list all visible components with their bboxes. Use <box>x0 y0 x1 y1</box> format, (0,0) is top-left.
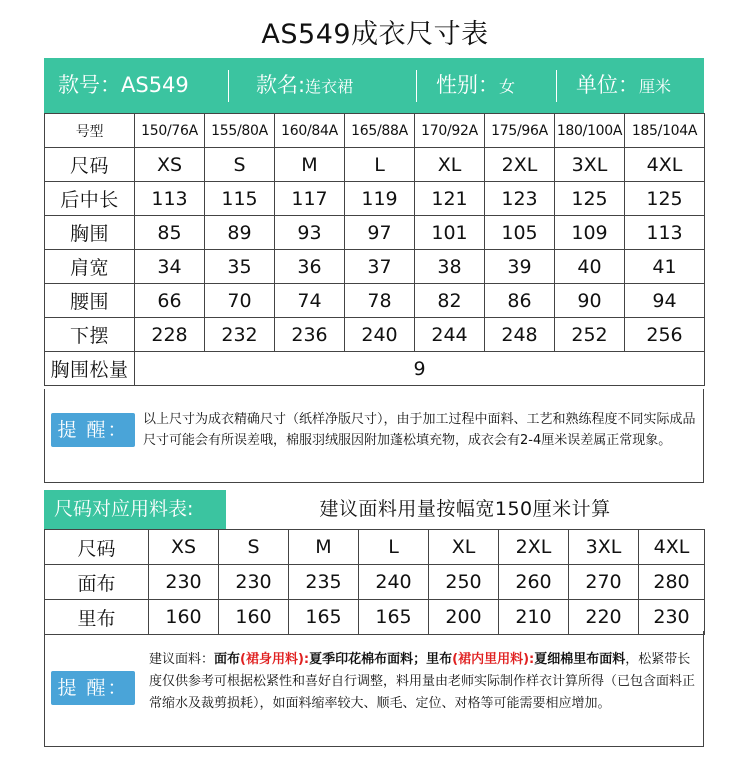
table-cell: 4XL <box>639 530 705 565</box>
row-label: 肩宽 <box>45 250 135 284</box>
header-divider <box>416 70 417 102</box>
table-cell: 165 <box>289 600 359 635</box>
table-cell: 74 <box>275 284 345 318</box>
table-cell: 113 <box>135 182 205 216</box>
table-cell: 125 <box>625 182 705 216</box>
table-cell: 252 <box>555 318 625 352</box>
table-cell: 66 <box>135 284 205 318</box>
table-cell: M <box>275 148 345 182</box>
page-title: AS549成衣尺寸表 <box>261 19 489 50</box>
tip2-part: 建议面料： <box>149 652 215 667</box>
table-cell: 78 <box>345 284 415 318</box>
row-label: 号型 <box>45 114 135 148</box>
table-cell: 210 <box>499 600 569 635</box>
tip-text-1: 以上尺寸为成衣精确尺寸（纸样净版尺寸），由于加工过程中面料、工艺和熟练程度不同实际成品尺寸可能会有所误差哦，棉服羽绒服因附加蓬松填充物，成衣会有2-4厘米误差属正常现象。 <box>143 412 696 448</box>
fabric-section-title: 尺码对应用料表: <box>44 490 226 529</box>
style-no <box>58 58 189 113</box>
table-cell: 228 <box>135 318 205 352</box>
table-cell: 240 <box>345 318 415 352</box>
table-cell: 38 <box>415 250 485 284</box>
table-cell: 280 <box>639 565 705 600</box>
table-cell: XS <box>149 530 219 565</box>
gender-value: 女 <box>499 77 516 96</box>
tip2-part: 夏细棉里布面料 <box>534 652 626 667</box>
tip-box-1 <box>44 389 704 483</box>
table-cell: 121 <box>415 182 485 216</box>
table-cell: M <box>289 530 359 565</box>
table-cell: 40 <box>555 250 625 284</box>
row-label: 后中长 <box>45 182 135 216</box>
table-cell: 248 <box>485 318 555 352</box>
row-label: 面布 <box>45 565 149 600</box>
table-cell: 165 <box>359 600 429 635</box>
table-cell: 41 <box>625 250 705 284</box>
tip-label-1: 提 醒： <box>51 413 135 447</box>
style-no-label: 款号： <box>58 73 121 97</box>
row-label: 里布 <box>45 600 149 635</box>
table-cell: 160/84A <box>275 114 345 148</box>
size-row <box>45 182 705 216</box>
ease-label: 胸围松量 <box>45 352 135 386</box>
table-cell: 232 <box>205 318 275 352</box>
table-cell: 82 <box>415 284 485 318</box>
table-cell: 3XL <box>555 148 625 182</box>
table-cell: S <box>219 530 289 565</box>
size-row <box>45 250 705 284</box>
table-cell: 2XL <box>485 148 555 182</box>
table-cell: 270 <box>569 565 639 600</box>
style-name-label: 款名: <box>256 73 306 97</box>
style-no-value: AS549 <box>121 73 189 97</box>
table-cell: 101 <box>415 216 485 250</box>
unit-label: 单位： <box>576 73 639 97</box>
table-cell: 170/92A <box>415 114 485 148</box>
tip2-part: 面布 <box>214 652 241 667</box>
table-cell: 256 <box>625 318 705 352</box>
header-bar <box>44 58 704 113</box>
gender-label: 性别： <box>436 73 499 97</box>
table-cell: 230 <box>639 600 705 635</box>
tip2-highlight: (裙内里用料): <box>452 652 535 667</box>
style-name <box>256 58 353 113</box>
table-cell: 105 <box>485 216 555 250</box>
style-name-value: 连衣裙 <box>305 77 354 96</box>
table-cell: 39 <box>485 250 555 284</box>
table-cell: 35 <box>205 250 275 284</box>
table-cell: 155/80A <box>205 114 275 148</box>
table-cell: XL <box>429 530 499 565</box>
fabric-row <box>45 565 705 600</box>
table-cell: XL <box>415 148 485 182</box>
table-cell: 34 <box>135 250 205 284</box>
table-cell: L <box>345 148 415 182</box>
unit <box>576 58 671 113</box>
size-row <box>45 114 705 148</box>
table-cell: 150/76A <box>135 114 205 148</box>
fabric-row <box>45 600 705 635</box>
size-table <box>44 113 705 386</box>
row-label: 尺码 <box>45 148 135 182</box>
table-cell: 3XL <box>569 530 639 565</box>
size-row <box>45 148 705 182</box>
table-cell: 86 <box>485 284 555 318</box>
table-cell: 175/96A <box>485 114 555 148</box>
table-cell: 85 <box>135 216 205 250</box>
table-cell: 230 <box>219 565 289 600</box>
size-row <box>45 284 705 318</box>
table-cell: L <box>359 530 429 565</box>
table-cell: 123 <box>485 182 555 216</box>
table-cell: 89 <box>205 216 275 250</box>
table-cell: 235 <box>289 565 359 600</box>
header-divider <box>556 70 557 102</box>
tip2-highlight: (裙身用料): <box>240 652 310 667</box>
tip2-part: ，松紧带长度仅供参考可根据松紧性和喜好自行调整，料用量由老师实际制作样衣计算所得（已包含面料正常缩水及裁剪损耗），如面料缩率较大、顺毛、定位、对格等可能需要相应增加。 <box>149 652 696 711</box>
tip-label-2: 提 醒： <box>51 671 135 705</box>
table-cell: 119 <box>345 182 415 216</box>
ease-value: 9 <box>135 352 705 386</box>
fabric-section-note: 建议面料用量按幅宽150厘米计算 <box>319 498 611 520</box>
size-row <box>45 318 705 352</box>
row-label: 腰围 <box>45 284 135 318</box>
table-cell: 117 <box>275 182 345 216</box>
row-label: 胸围 <box>45 216 135 250</box>
unit-value: 厘米 <box>639 77 672 96</box>
header-divider <box>228 70 229 102</box>
table-cell: 185/104A <box>625 114 705 148</box>
tip2-part: 夏季印花棉布面料；里布 <box>309 652 453 667</box>
table-cell: 2XL <box>499 530 569 565</box>
table-cell: 109 <box>555 216 625 250</box>
fabric-section-header <box>44 490 704 529</box>
table-cell: 97 <box>345 216 415 250</box>
table-cell: 115 <box>205 182 275 216</box>
fabric-table <box>44 529 705 635</box>
table-cell: 244 <box>415 318 485 352</box>
table-cell: 36 <box>275 250 345 284</box>
table-cell: 165/88A <box>345 114 415 148</box>
table-cell: XS <box>135 148 205 182</box>
fabric-row <box>45 530 705 565</box>
table-cell: 70 <box>205 284 275 318</box>
table-cell: 125 <box>555 182 625 216</box>
table-cell: 200 <box>429 600 499 635</box>
table-cell: 220 <box>569 600 639 635</box>
table-cell: 37 <box>345 250 415 284</box>
tip-text-2 <box>149 649 697 715</box>
table-cell: 230 <box>149 565 219 600</box>
tip-box-2 <box>44 631 704 747</box>
table-cell: 90 <box>555 284 625 318</box>
gender <box>436 58 515 113</box>
table-cell: 94 <box>625 284 705 318</box>
table-cell: 4XL <box>625 148 705 182</box>
row-label: 尺码 <box>45 530 149 565</box>
size-row <box>45 216 705 250</box>
table-cell: 113 <box>625 216 705 250</box>
table-cell: 236 <box>275 318 345 352</box>
table-cell: 250 <box>429 565 499 600</box>
table-cell: 240 <box>359 565 429 600</box>
table-cell: 160 <box>219 600 289 635</box>
table-cell: 160 <box>149 600 219 635</box>
table-cell: 260 <box>499 565 569 600</box>
table-cell: 180/100A <box>555 114 625 148</box>
table-cell: S <box>205 148 275 182</box>
table-cell: 93 <box>275 216 345 250</box>
row-label: 下摆 <box>45 318 135 352</box>
